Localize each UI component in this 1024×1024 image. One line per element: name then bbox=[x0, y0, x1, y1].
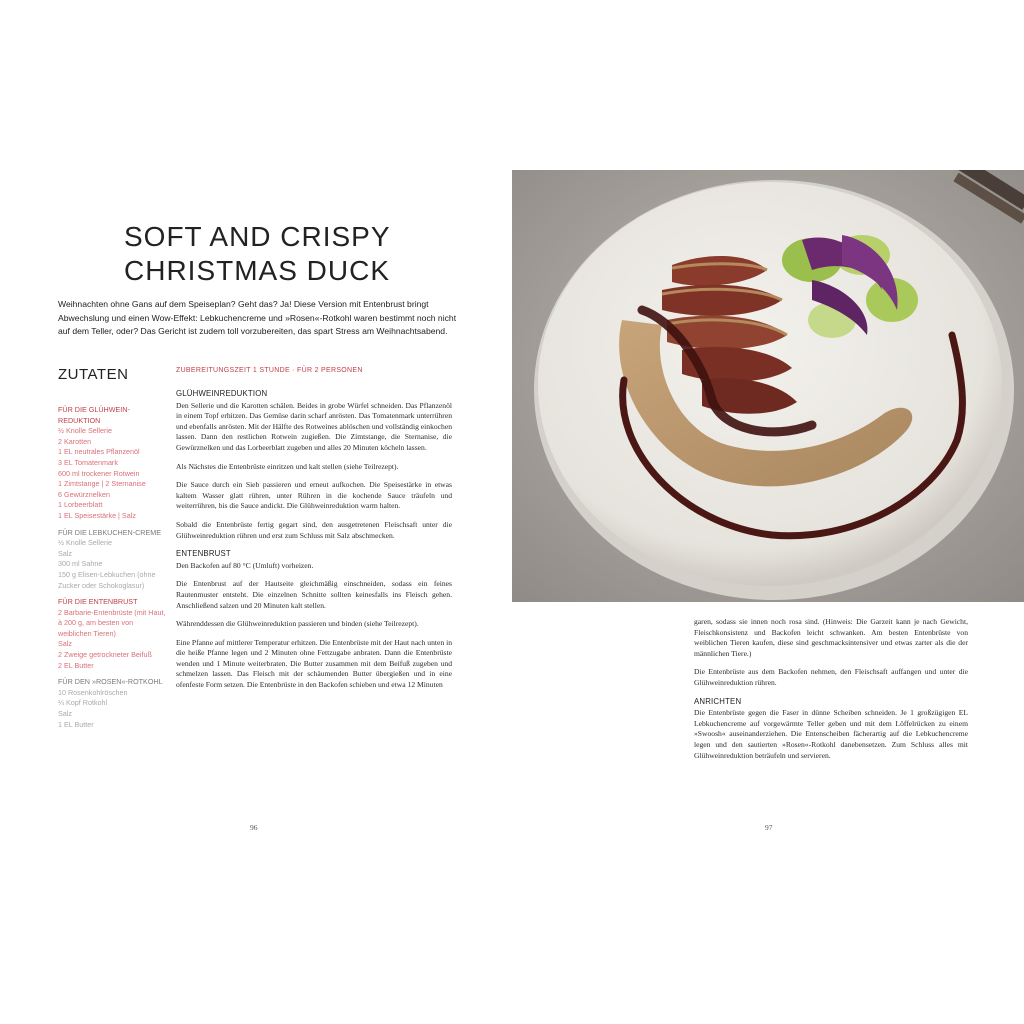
method-paragraph: Als Nächstes die Entenbrüste einritzen und kalt stellen (siehe Teilrezept). bbox=[176, 461, 399, 471]
ingredients-list bbox=[58, 399, 168, 730]
ingredient-item: 6 Gewürznelken bbox=[58, 489, 110, 499]
ingredient-item: Salz bbox=[58, 639, 72, 649]
method-paragraph: Die Entenbrüste gegen die Faser in dünne Scheiben schneiden. Je 1 großzügigen EL Lebkuchencreme auf vorgewärmte Teller geben und mit dem Löffelrücken zu einem »Swoosh« auseinanderziehen. Die Entenscheiben fächerartig auf die Lebkuchencreme legen und den sautierten »Rosen«-Rotkohl danebensetzen. Zum Schluss alles mit Glühweinreduktion beträufeln und servieren. bbox=[694, 708, 968, 760]
plate bbox=[538, 182, 1002, 586]
method-paragraph: Die Sauce durch ein Sieb passieren und erneut aufkochen. Die Speisestärke in etwas kaltem Wasser glatt rühren, unter Rühren in die kochende Sauce träufeln und weiterrühren, bis die Sauce andickt. Die Glühweinreduktion warm halten. bbox=[176, 480, 452, 511]
ingredient-item: 2 Karotten bbox=[58, 436, 92, 446]
method-paragraph: garen, sodass sie innen noch rosa sind. (Hinweis: Die Garzeit kann je nach Gewicht, Fleischkonsistenz und Backofen leicht schwanken. Am besten Entenbrüste von weiblichen Tieren kaufen, diese sind geschmacksintensiver und etwas zarter als die der männlichen Tiere.) bbox=[694, 617, 968, 658]
method-paragraph: Sobald die Entenbrüste fertig gegart sind, den ausgetretenen Fleischsaft unter die Glühweinreduktion rühren und erst zum Schluss mit Salz abschmecken. bbox=[176, 519, 452, 540]
ingredient-group-title: FÜR DIE LEBKUCHEN-CREME bbox=[58, 527, 162, 537]
ingredient-item: 1 EL neutrales Pflanzenöl bbox=[58, 447, 140, 457]
ingredient-item: 2 Zweige getrockneter Beifuß bbox=[58, 650, 152, 660]
ingredient-item: 1 Zimtstange | 2 Sternanise bbox=[58, 479, 146, 489]
prep-time-servings: ZUBEREITUNGSZEIT 1 STUNDE · FÜR 2 PERSONEN bbox=[176, 367, 363, 374]
food-photo bbox=[512, 170, 1024, 602]
method-paragraph: Eine Pfanne auf mittlerer Temperatur erhitzen. Die Entenbrüste mit der Haut nach unten in die heiße Pfanne legen und 2 Minuten ohne Fettzugabe anbraten. Dann die Entenbrüste wenden und 1 Minute weiterbraten. Die Butter zusammen mit dem Beifuß zugeben und schmelzen lassen. Das Fleisch mit der schäumenden Butter übergießen und in eine ofenfeste Form setzen. Die Entenbrüste in den Backofen schieben und etwa 12 Minuten bbox=[176, 637, 452, 690]
ingredient-item: Salz bbox=[58, 709, 72, 719]
title-line-2: CHRISTMAS DUCK bbox=[124, 255, 391, 286]
method-left bbox=[176, 389, 452, 699]
recipe-intro: Weihnachten ohne Gans auf dem Speiseplan? Geht das? Ja! Diese Version mit Entenbrust bringt Abwechslung und einen Wow-Effekt: Lebkuchencreme und »Rosen«-Rotkohl waren bestimmt noch nicht auf dem Teller, oder? Das Gericht ist zudem toll vorzubereiten, das spart Stress am Weihnachtsabend. bbox=[58, 299, 457, 336]
ingredient-group-title: FÜR DEN »ROSEN«-ROTKOHL bbox=[58, 677, 163, 687]
recipe-title bbox=[124, 220, 424, 288]
ingredient-item: ¼ Kopf Rotkohl bbox=[58, 698, 108, 708]
ingredient-item: ½ Knolle Sellerie bbox=[58, 538, 112, 548]
ingredient-item: 1 EL Butter bbox=[58, 719, 94, 729]
page-number-left: 96 bbox=[250, 823, 258, 832]
page-number-right: 97 bbox=[765, 823, 773, 832]
ingredient-item: 1 EL Speisestärke | Salz bbox=[58, 510, 136, 520]
ingredient-item: ½ Knolle Sellerie bbox=[58, 426, 112, 436]
section-title-entenbrust: ENTENBRUST bbox=[176, 549, 231, 559]
ingredients-heading: ZUTATEN bbox=[58, 366, 129, 383]
method-paragraph: Den Sellerie und die Karotten schälen. Beides in grobe Würfel schneiden. Das Pflanzenöl in einem Topf erhitzen. Das Gemüse darin scharf anrösten. Das Tomatenmark unterrühren und ebenfalls anrösten. Mit der Hälfte des Rotweines ablöschen und vollständig einkochen lassen. Dann den restlichen Rotwein zugießen. Die Zimtstange, die Sternanise, die Gewürznelken und das Lorbeerblatt zugeben und alles 20 Minuten köcheln lassen. bbox=[176, 400, 452, 452]
ingredient-item: 600 ml trockener Rotwein bbox=[58, 468, 140, 478]
section-title-gluehwein: GLÜHWEINREDUKTION bbox=[176, 389, 268, 398]
method-paragraph: Die Entenbrüste aus dem Backofen nehmen, den Fleischsaft auffangen und unter die Glühweinreduktion rühren. bbox=[694, 667, 968, 687]
ingredient-item: 2 Barbarie-Entenbrüste (mit Haut, à 200 g, am besten von weiblichen Tieren) bbox=[58, 607, 166, 638]
title-line-1: SOFT AND CRISPY bbox=[124, 221, 391, 252]
ingredient-group-entenbrust bbox=[58, 597, 168, 671]
ingredient-group-gluehwein bbox=[58, 405, 168, 522]
ingredient-item: 2 EL Butter bbox=[58, 660, 94, 670]
ingredient-item: 300 ml Sahne bbox=[58, 559, 103, 569]
ingredient-item: 10 Rosenkohlröschen bbox=[58, 687, 128, 697]
ingredient-item: Salz bbox=[58, 548, 72, 558]
ingredient-group-title: FÜR DIE ENTENBRUST bbox=[58, 597, 138, 607]
duck-plate-illustration bbox=[512, 170, 1024, 602]
ingredient-group-title: FÜR DIE GLÜHWEIN-REDUKTION bbox=[58, 405, 130, 425]
ingredient-group-rotkohl bbox=[58, 677, 168, 730]
ingredient-item: 3 EL Tomatenmark bbox=[58, 457, 118, 467]
method-paragraph: Währenddessen die Glühweinreduktion passieren und binden (siehe Teilrezept). bbox=[176, 619, 419, 629]
ingredient-group-lebkuchen bbox=[58, 528, 168, 592]
method-paragraph: Den Backofen auf 80 °C (Umluft) vorheizen. bbox=[176, 560, 314, 570]
method-right bbox=[694, 617, 968, 769]
method-paragraph: Die Entenbrust auf der Hautseite gleichmäßig einschneiden, sodass ein feines Rautenmuster entsteht. Die einzelnen Schnitte sollten keinesfalls ins Fleisch gehen. Anschließend salzen und 20 Minuten kalt stellen. bbox=[176, 579, 452, 610]
section-title-anrichten: ANRICHTEN bbox=[694, 696, 742, 706]
right-page bbox=[512, 0, 1024, 1024]
ingredient-item: 1 Lorbeerblatt bbox=[58, 500, 103, 510]
ingredient-item: 150 g Elisen-Lebkuchen (ohne Zucker oder Schokoglasur) bbox=[58, 569, 156, 590]
